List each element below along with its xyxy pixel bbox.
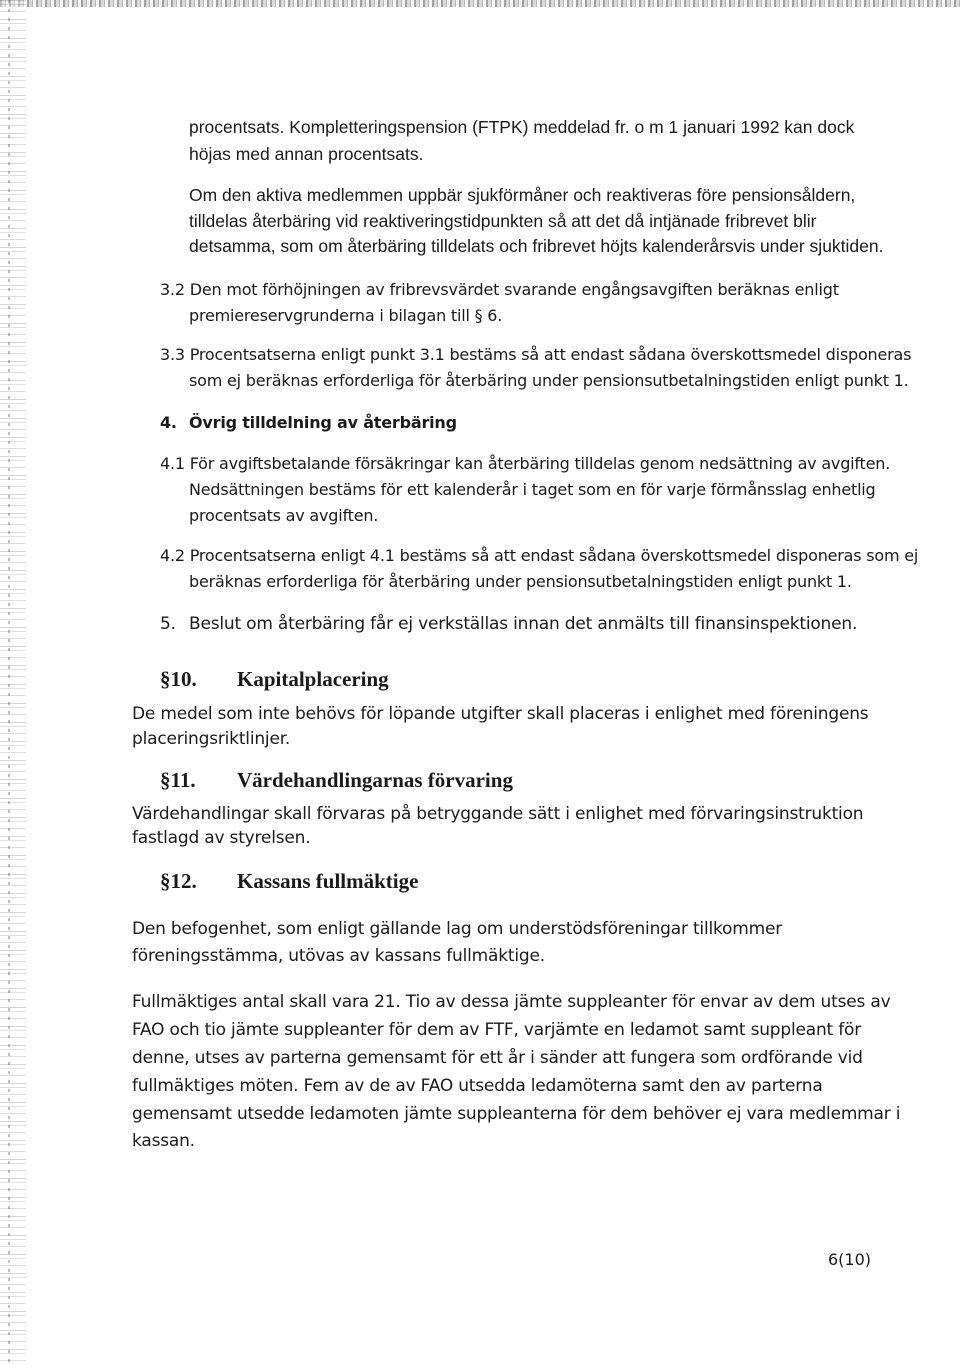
section-11-title: Värdehandlingarnas förvaring <box>237 768 513 792</box>
section-12-text-line4: FAO och tio jämte suppleanter för dem av FTF, varjämte en ledamot samt suppleant för <box>132 1020 862 1040</box>
clause-4-1-line2: Nedsättningen bestäms för ett kalenderår i taget som en för varje förmånsslag enhetlig <box>189 480 876 499</box>
page-number: 6(10) <box>828 1250 872 1269</box>
section-10-number: §10. <box>160 667 197 691</box>
text-line: detsamma, som om återbäring tilldelats och fribrevet höjts kalenderårsvis under sjuktiden. <box>189 236 884 256</box>
text-line: Om den aktiva medlemmen uppbär sjukförmåner och reaktiveras före pensionsåldern, <box>189 185 856 205</box>
clause-4-1-line3: procentsats av avgiften. <box>189 506 379 525</box>
section-12-text-line5: denne, utses av parterna gemensamt för ett år i sänder att fungera som ordförande vid <box>132 1048 863 1068</box>
section-5-number: 5. <box>160 614 176 634</box>
section-12-text-line1: Den befogenhet, som enligt gällande lag om understödsföreningar tillkommer <box>132 919 782 939</box>
clause-3-2-line1: 3.2 Den mot förhöjningen av fribrevsvärdet svarande engångsavgiften beräknas enligt <box>160 280 839 299</box>
section-12-text-line3: Fullmäktiges antal skall vara 21. Tio av dessa jämte suppleanter för envar av dem utses av <box>132 992 891 1012</box>
scan-artifact-left <box>0 0 26 1368</box>
section-12-text-line2: föreningsstämma, utövas av kassans fullmäktige. <box>132 946 545 966</box>
section-4-title: Övrig tilldelning av återbäring <box>189 413 457 432</box>
section-5-text: Beslut om återbäring får ej verkställas innan det anmälts till finansinspektionen. <box>189 614 858 634</box>
text-line: tilldelas återbäring vid reaktiveringstidpunkten så att det då intjänade fribrevet blir <box>189 211 817 231</box>
clause-3-3-line1: 3.3 Procentsatserna enligt punkt 3.1 bestäms så att endast sådana överskottsmedel disponeras <box>160 345 912 364</box>
clause-4-2-line2: beräknas erforderliga för återbäring under pensionsutbetalningstiden enligt punkt 1. <box>189 572 852 591</box>
section-12-text-line7: gemensamt utsedde ledamoten jämte suppleanterna för dem behöver ej vara medlemmar i <box>132 1104 901 1124</box>
section-12-title: Kassans fullmäktige <box>237 869 419 893</box>
scan-artifact-left-edge <box>8 0 10 1368</box>
section-11-text-line1: Värdehandlingar skall förvaras på betryggande sätt i enlighet med förvaringsinstruktion <box>132 804 864 824</box>
clause-4-2-line1: 4.2 Procentsatserna enligt 4.1 bestäms så att endast sådana överskottsmedel disponeras som ej <box>160 546 919 565</box>
section-10-title: Kapitalplacering <box>237 667 389 691</box>
section-12-text-line8: kassan. <box>132 1131 195 1151</box>
text-line: höjas med annan procentsats. <box>189 144 424 164</box>
text-line: procentsats. Kompletteringspension (FTPK) meddelad fr. o m 1 januari 1992 kan dock <box>189 117 855 137</box>
clause-3-3-line2: som ej beräknas erforderliga för återbäring under pensionsutbetalningstiden enligt punkt 1. <box>189 371 909 390</box>
clause-3-2-line2: premiereservgrunderna i bilagan till § 6. <box>189 306 503 325</box>
section-11-text-line2: fastlagd av styrelsen. <box>132 828 311 848</box>
clause-4-1-line1: 4.1 För avgiftsbetalande försäkringar kan återbäring tilldelas genom nedsättning av avgiften. <box>160 454 891 473</box>
section-10-text-line1: De medel som inte behövs för löpande utgifter skall placeras i enlighet med föreningens <box>132 704 869 724</box>
section-12-number: §12. <box>160 869 197 893</box>
section-11-number: §11. <box>160 768 196 792</box>
section-12-text-line6: fullmäktiges möten. Fem av de av FAO utsedda ledamöterna samt den av parterna <box>132 1076 823 1096</box>
scan-artifact-top <box>0 0 960 7</box>
section-10-text-line2: placeringsriktlinjer. <box>132 729 291 749</box>
section-4-number: 4. <box>160 413 177 432</box>
